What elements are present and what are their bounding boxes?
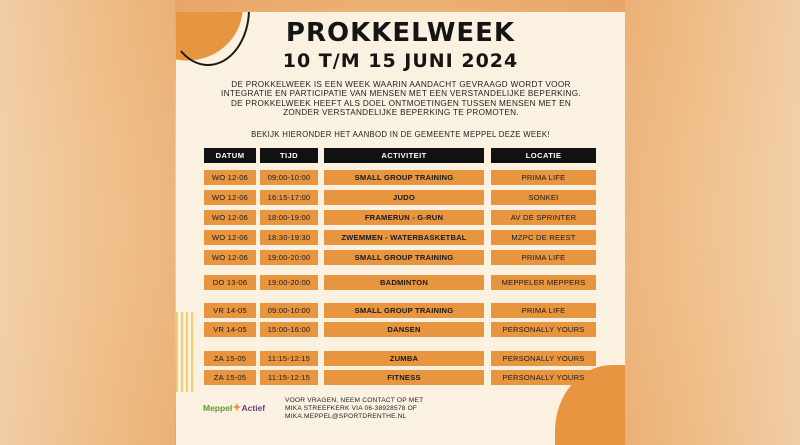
table-cell-time: 18:30-19:30 [260, 230, 318, 245]
table-cell-activity: BADMINTON [324, 275, 484, 290]
table-cell-location: MEPPELER MEPPERS [491, 275, 596, 290]
table-cell-activity: ZWEMMEN - WATERBASKETBAL [324, 230, 484, 245]
table-cell-activity: ZUMBA [324, 351, 484, 366]
table-cell-time: 09:00-10:00 [260, 303, 318, 318]
intro-text: DE PROKKELWEEK IS EEN WEEK WAARIN AANDACHT GEVRAAGD WORDT VOOR INTEGRATIE EN PARTICIPATIE VAN MENSEN MET EEN VERSTANDELIJKE BEPERKING. DE PROKKELWEEK HEEFT ALS DOEL ONTMOETINGEN TUSSEN MENSEN MET EN ZONDER VERSTANDELIJKE BEPERKING TE PROMOTEN. [221, 80, 581, 118]
table-cell-time: 11:15-12:15 [260, 370, 318, 385]
contact-line-3: MIKA.MEPPEL@SPORTDRENTHE.NL [285, 412, 407, 420]
page-subtitle: 10 T/M 15 JUNI 2024 [282, 50, 519, 72]
table-cell-location: PRIMA LIFE [491, 250, 596, 265]
table-cell-activity: JUDO [324, 190, 484, 205]
column-header-location: LOCATIE [491, 148, 596, 163]
poster-card [176, 12, 625, 445]
table-cell-location: PRIMA LIFE [491, 170, 596, 185]
invite-text: BEKIJK HIERONDER HET AANBOD IN DE GEMEENTE MEPPEL DEZE WEEK! [251, 130, 550, 139]
column-header-activity: ACTIVITEIT [324, 148, 484, 163]
table-cell-time: 15:00-16:00 [260, 322, 318, 337]
background-left [0, 0, 175, 445]
table-cell-date: WO 12-06 [204, 210, 256, 225]
table-cell-date: VR 14-05 [204, 322, 256, 337]
table-cell-date: ZA 15-05 [204, 351, 256, 366]
table-cell-time: 19:00-20:00 [260, 275, 318, 290]
table-cell-activity: DANSEN [324, 322, 484, 337]
table-cell-date: ZA 15-05 [204, 370, 256, 385]
background-right [625, 0, 800, 445]
table-cell-date: WO 12-06 [204, 230, 256, 245]
column-header-time: TIJD [260, 148, 318, 163]
table-cell-activity: SMALL GROUP TRAINING [324, 250, 484, 265]
table-cell-time: 09:00-10:00 [260, 170, 318, 185]
table-cell-location: SONKEI [491, 190, 596, 205]
table-cell-activity: SMALL GROUP TRAINING [324, 303, 484, 318]
table-cell-date: WO 12-06 [204, 250, 256, 265]
contact-line-2: MIKA STREEFKERK VIA 06-38928578 OF [285, 404, 418, 412]
table-cell-activity: FITNESS [324, 370, 484, 385]
contact-line-1: VOOR VRAGEN, NEEM CONTACT OP MET [285, 397, 424, 404]
table-cell-date: WO 12-06 [204, 190, 256, 205]
table-cell-time: 18:00-19:00 [260, 210, 318, 225]
page-title: PROKKELWEEK [285, 18, 516, 48]
table-cell-time: 16:15-17:00 [260, 190, 318, 205]
table-cell-location: AV DE SPRINTER [491, 210, 596, 225]
table-cell-location: PRIMA LIFE [491, 303, 596, 318]
table-cell-date: DO 13-06 [204, 275, 256, 290]
table-cell-location: MZPC DE REEST [491, 230, 596, 245]
table-cell-location: PERSONALLY YOURS [491, 370, 596, 385]
decorative-stripes [176, 312, 194, 392]
contact-info [285, 397, 423, 420]
table-cell-time: 19:00-20:00 [260, 250, 318, 265]
table-cell-activity: SMALL GROUP TRAINING [324, 170, 484, 185]
column-header-date: DATUM [204, 148, 256, 163]
table-cell-location: PERSONALLY YOURS [491, 322, 596, 337]
table-cell-date: VR 14-05 [204, 303, 256, 318]
table-cell-date: WO 12-06 [204, 170, 256, 185]
table-cell-location: PERSONALLY YOURS [491, 351, 596, 366]
table-cell-activity: FRAMERUN - G-RUN [324, 210, 484, 225]
meppel-actief-logo: Meppel✦Actief [203, 402, 266, 414]
table-cell-time: 11:15-12:15 [260, 351, 318, 366]
